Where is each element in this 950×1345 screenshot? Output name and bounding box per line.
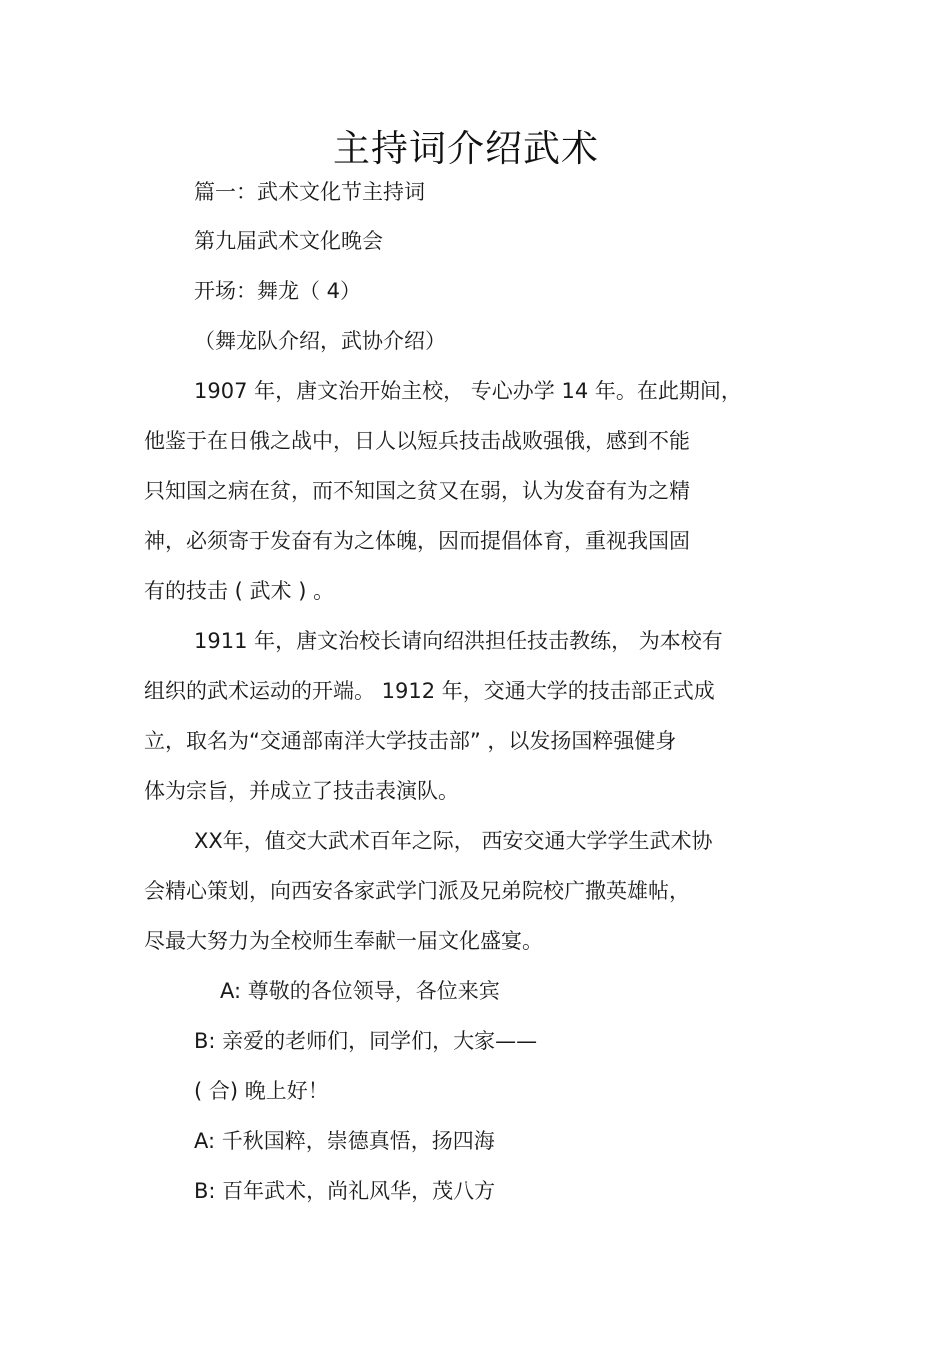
text-line-8: 神，必须寄于发奋有为之体魄，因而提倡体育，重视我国固 [144, 529, 690, 553]
text-line-2: 第九届武术文化晚会 [194, 229, 383, 253]
text-line-1: 篇一：武术文化节主持词 [194, 180, 425, 204]
document-title: 主持词介绍武术 [333, 127, 599, 170]
text-line-9: 有的技击 ( 武术 ) 。 [144, 579, 335, 603]
text-line-20: A: 千秋国粹，崇德真悟，扬四海 [194, 1129, 495, 1153]
text-line-12: 立，取名为“交通部南洋大学技击部” ，以发扬国粹强健身 [144, 729, 677, 753]
text-line-4: （舞龙队介绍，武协介绍） [194, 329, 446, 353]
text-line-11: 组织的武术运动的开端。 1912 年，交通大学的技击部正式成 [144, 679, 715, 703]
text-line-17: A: 尊敬的各位领导，各位来宾 [220, 979, 500, 1003]
text-line-21: B: 百年武术，尚礼风华，茂八方 [194, 1179, 496, 1203]
text-line-10: 1911 年，唐文治校长请向绍洪担任技击教练， 为本校有 [194, 629, 723, 653]
text-line-15: 会精心策划，向西安各家武学门派及兄弟院校广撒英雄帖， [144, 879, 690, 903]
text-line-18: B: 亲爱的老师们，同学们，大家—— [194, 1029, 538, 1053]
text-line-13: 体为宗旨，并成立了技击表演队。 [144, 779, 459, 803]
text-line-7: 只知国之病在贫，而不知国之贫又在弱，认为发奋有为之精 [144, 479, 690, 503]
text-line-19: ( 合) 晚上好！ [194, 1079, 329, 1103]
text-line-6: 他鉴于在日俄之战中，日人以短兵技击战败强俄，感到不能 [144, 429, 690, 453]
text-line-16: 尽最大努力为全校师生奉献一届文化盛宴。 [144, 929, 543, 953]
text-line-3: 开场：舞龙（ 4） [194, 279, 362, 303]
text-line-5: 1907 年，唐文治开始主校， 专心办学 14 年。在此期间， [194, 379, 742, 403]
text-line-14: XX年，值交大武术百年之际， 西安交通大学学生武术协 [194, 829, 713, 853]
